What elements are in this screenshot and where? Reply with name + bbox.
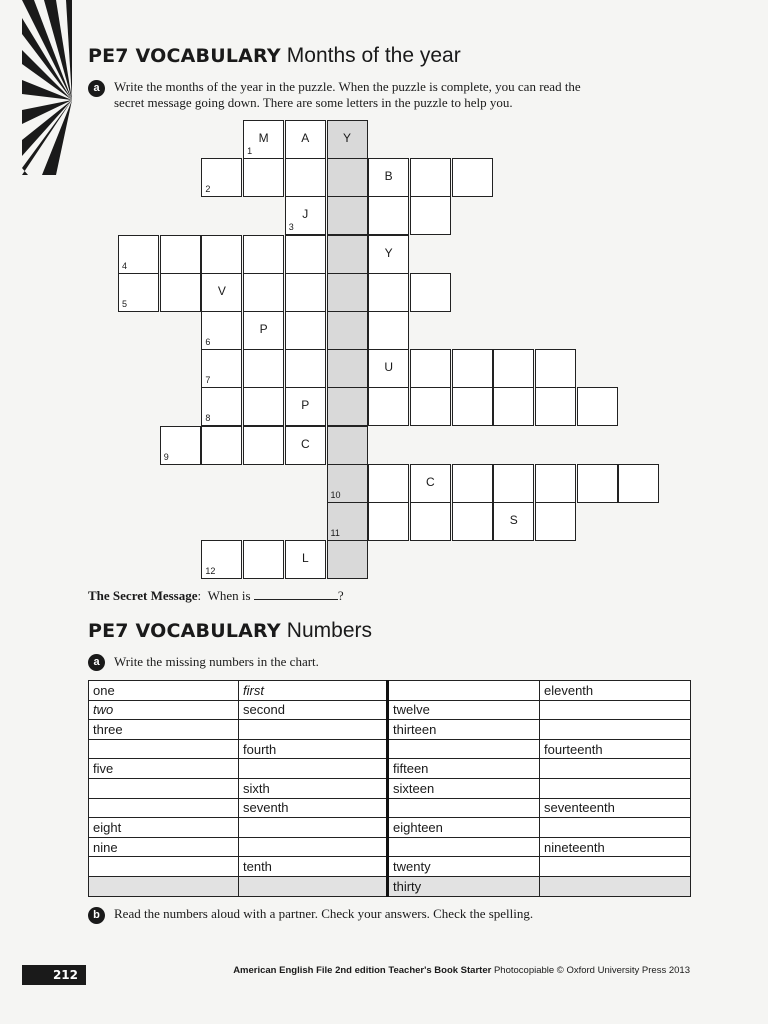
crossword-cell[interactable] bbox=[201, 235, 242, 274]
chart-cell[interactable] bbox=[89, 778, 239, 798]
crossword-cell[interactable] bbox=[577, 464, 618, 503]
chart-cell[interactable] bbox=[239, 759, 388, 779]
given-letter: C bbox=[426, 474, 435, 489]
footer-credit bbox=[233, 965, 690, 976]
clue-number: 11 bbox=[330, 528, 340, 538]
numbers-chart bbox=[88, 680, 691, 897]
chart-cell: nineteenth bbox=[540, 837, 691, 857]
crossword-cell[interactable] bbox=[201, 540, 242, 579]
given-letter: Y bbox=[342, 131, 351, 145]
crossword-cell[interactable] bbox=[535, 502, 576, 541]
chart-cell[interactable] bbox=[540, 700, 691, 720]
crossword-cell[interactable] bbox=[160, 235, 201, 274]
chart-cell: sixteen bbox=[388, 778, 540, 798]
step-a-bullet: a bbox=[88, 654, 105, 671]
chart-cell: three bbox=[89, 720, 239, 740]
chart-cell: eight bbox=[89, 818, 239, 838]
crossword-cell[interactable] bbox=[327, 540, 368, 579]
section-code: PE7 VOCABULARY bbox=[88, 620, 281, 642]
clue-number: 4 bbox=[122, 260, 128, 271]
given-letter: A bbox=[301, 131, 310, 145]
crossword-cell[interactable] bbox=[410, 387, 451, 426]
crossword-cell[interactable] bbox=[327, 120, 368, 159]
chart-row bbox=[89, 778, 691, 798]
given-letter: V bbox=[217, 283, 226, 298]
chart-cell[interactable] bbox=[388, 681, 540, 701]
section-title-numbers bbox=[88, 619, 372, 643]
clue-number: 6 bbox=[205, 337, 211, 347]
chart-cell: first bbox=[239, 681, 388, 701]
clue-number: 7 bbox=[205, 375, 211, 386]
chart-cell[interactable] bbox=[388, 798, 540, 818]
clue-number: 10 bbox=[330, 489, 341, 500]
crossword-cell[interactable] bbox=[493, 502, 534, 541]
given-letter: Y bbox=[384, 245, 393, 260]
given-letter: P bbox=[259, 322, 268, 336]
chart-cell: tenth bbox=[239, 857, 388, 877]
crossword-cell[interactable] bbox=[410, 273, 451, 312]
instruction-line-2: secret message going down. There are some letters in the puzzle to help you. bbox=[114, 95, 513, 110]
crossword-cell[interactable] bbox=[368, 196, 409, 235]
crossword-cell[interactable] bbox=[201, 349, 242, 388]
crossword-cell[interactable] bbox=[618, 464, 659, 503]
crossword-cell[interactable] bbox=[243, 158, 284, 197]
crossword-cell[interactable] bbox=[243, 120, 284, 159]
crossword-cell[interactable] bbox=[327, 158, 368, 197]
crossword-cell[interactable] bbox=[368, 349, 409, 388]
crossword-cell[interactable] bbox=[285, 311, 326, 350]
crossword-cell[interactable] bbox=[243, 387, 284, 426]
chart-cell[interactable] bbox=[89, 857, 239, 877]
crossword-cell[interactable] bbox=[327, 349, 368, 388]
clue-number: 3 bbox=[288, 222, 294, 233]
crossword-cell[interactable] bbox=[201, 158, 242, 197]
chart-cell: seventeenth bbox=[540, 798, 691, 818]
chart-cell[interactable] bbox=[540, 778, 691, 798]
chart-cell[interactable] bbox=[89, 798, 239, 818]
step-b-bullet: b bbox=[88, 907, 105, 924]
crossword-cell[interactable] bbox=[201, 273, 242, 312]
crossword-cell[interactable] bbox=[368, 158, 409, 197]
crossword-cell[interactable] bbox=[243, 273, 284, 312]
chart-cell: two bbox=[89, 700, 239, 720]
chart-cell: fourteenth bbox=[540, 739, 691, 759]
crossword-cell[interactable] bbox=[201, 387, 242, 426]
given-letter: B bbox=[384, 169, 393, 184]
crossword-cell[interactable] bbox=[410, 158, 451, 197]
footer-book: American English File 2nd edition Teacher's Book Starter bbox=[233, 965, 492, 976]
crossword-cell[interactable] bbox=[493, 387, 534, 426]
chart-cell: one bbox=[89, 681, 239, 701]
crossword-cell[interactable] bbox=[493, 349, 534, 388]
crossword-cell[interactable] bbox=[201, 426, 242, 465]
chart-cell: second bbox=[239, 700, 388, 720]
chart-cell[interactable] bbox=[239, 818, 388, 838]
secret-message-blank[interactable] bbox=[254, 589, 338, 600]
chart-row bbox=[89, 759, 691, 779]
crossword-cell[interactable] bbox=[285, 273, 326, 312]
chart-cell: nine bbox=[89, 837, 239, 857]
crossword-cell[interactable] bbox=[243, 540, 284, 579]
chart-cell: seventh bbox=[239, 798, 388, 818]
chart-row bbox=[89, 681, 691, 701]
crossword-cell[interactable] bbox=[285, 235, 326, 274]
crossword-cell[interactable] bbox=[243, 311, 284, 350]
crossword-cell[interactable] bbox=[368, 464, 409, 503]
crossword-cell[interactable] bbox=[452, 464, 493, 503]
chart-cell[interactable] bbox=[540, 857, 691, 877]
secret-message: The Secret Message: When is ? bbox=[88, 588, 344, 603]
crossword-cell[interactable] bbox=[118, 235, 159, 274]
chart-cell[interactable] bbox=[239, 837, 388, 857]
crossword-cell[interactable] bbox=[327, 426, 368, 465]
crossword-cell[interactable] bbox=[327, 464, 368, 503]
chart-cell: eighteen bbox=[388, 818, 540, 838]
crossword-cell[interactable] bbox=[285, 196, 326, 235]
crossword-cell[interactable] bbox=[285, 120, 326, 159]
crossword-cell[interactable] bbox=[368, 273, 409, 312]
crossword-cell[interactable] bbox=[452, 387, 493, 426]
given-letter: L bbox=[301, 551, 309, 566]
crossword-cell[interactable] bbox=[285, 158, 326, 197]
chart-row bbox=[89, 700, 691, 720]
crossword-cell[interactable] bbox=[327, 196, 368, 235]
crossword-cell[interactable] bbox=[368, 235, 409, 274]
given-letter: P bbox=[301, 398, 310, 413]
chart-cell: sixth bbox=[239, 778, 388, 798]
given-letter: U bbox=[384, 360, 394, 375]
crossword-cell[interactable] bbox=[243, 426, 284, 465]
secret-message-end: ? bbox=[337, 588, 344, 603]
chart-cell: thirty bbox=[388, 876, 540, 896]
chart-row bbox=[89, 876, 691, 896]
chart-cell[interactable] bbox=[540, 720, 691, 740]
chart-cell[interactable] bbox=[89, 876, 239, 896]
crossword-cell[interactable] bbox=[285, 540, 326, 579]
chart-cell[interactable] bbox=[388, 837, 540, 857]
clue-number: 5 bbox=[122, 298, 128, 309]
chart-cell[interactable] bbox=[239, 876, 388, 896]
crossword-cell[interactable] bbox=[285, 349, 326, 388]
clue-number: 8 bbox=[205, 413, 211, 424]
clue-number: 12 bbox=[205, 566, 216, 577]
chart-row bbox=[89, 818, 691, 838]
crossword-cell[interactable] bbox=[243, 235, 284, 274]
clue-number: 2 bbox=[205, 184, 211, 195]
crossword-cell[interactable] bbox=[493, 464, 534, 503]
section-subtitle: Months of the year bbox=[286, 44, 461, 67]
chart-cell: eleventh bbox=[540, 681, 691, 701]
chart-cell: twelve bbox=[388, 700, 540, 720]
crossword-cell[interactable] bbox=[368, 387, 409, 426]
crossword-cell[interactable] bbox=[201, 311, 242, 350]
crossword-cell[interactable] bbox=[577, 387, 618, 426]
crossword-cell[interactable] bbox=[285, 387, 326, 426]
chart-row bbox=[89, 739, 691, 759]
crossword-cell[interactable] bbox=[243, 349, 284, 388]
crossword-cell[interactable] bbox=[285, 426, 326, 465]
crossword-cell[interactable] bbox=[368, 502, 409, 541]
given-letter: M bbox=[258, 131, 269, 145]
crossword-cell[interactable] bbox=[368, 311, 409, 350]
chart-cell: twenty bbox=[388, 857, 540, 877]
crossword-cell[interactable] bbox=[535, 387, 576, 426]
chart-row bbox=[89, 798, 691, 818]
chart-cell[interactable] bbox=[388, 739, 540, 759]
chart-cell[interactable] bbox=[540, 818, 691, 838]
footer-rights: Photocopiable © Oxford University Press 2013 bbox=[493, 965, 690, 976]
crossword-cell[interactable] bbox=[452, 158, 493, 197]
crossword-cell[interactable] bbox=[535, 464, 576, 503]
crossword-cell[interactable] bbox=[327, 235, 368, 274]
chart-cell: thirteen bbox=[388, 720, 540, 740]
given-letter: C bbox=[300, 436, 310, 451]
chart-row bbox=[89, 720, 691, 740]
crossword-cell[interactable] bbox=[160, 273, 201, 312]
crossword-cell[interactable] bbox=[327, 502, 368, 541]
instruction-numbers: Write the missing numbers in the chart. bbox=[114, 654, 319, 669]
section-subtitle: Numbers bbox=[286, 619, 372, 642]
clue-number: 1 bbox=[247, 146, 253, 156]
secret-message-label: The Secret Message bbox=[88, 588, 198, 603]
chart-cell[interactable] bbox=[239, 720, 388, 740]
crossword-cell[interactable] bbox=[535, 349, 576, 388]
crossword-cell[interactable] bbox=[327, 387, 368, 426]
crossword-cell[interactable] bbox=[452, 349, 493, 388]
crossword-cell[interactable] bbox=[410, 349, 451, 388]
crossword-cell[interactable] bbox=[410, 464, 451, 503]
instruction-read-aloud: Read the numbers aloud with a partner. Check your answers. Check the spelling. bbox=[114, 906, 534, 921]
chart-cell[interactable] bbox=[89, 739, 239, 759]
crossword-cell[interactable] bbox=[410, 502, 451, 541]
crossword-cell[interactable] bbox=[327, 311, 368, 350]
page-number: 212 bbox=[22, 965, 86, 985]
given-letter: S bbox=[509, 513, 518, 527]
chart-cell[interactable] bbox=[540, 759, 691, 779]
crossword-cell[interactable] bbox=[452, 502, 493, 541]
instruction-line-1: Write the months of the year in the puzzle. When the puzzle is complete, you can read the bbox=[114, 79, 581, 94]
chart-cell: fifteen bbox=[388, 759, 540, 779]
crossword-cell[interactable] bbox=[118, 273, 159, 312]
chart-cell[interactable] bbox=[540, 876, 691, 896]
chart-row bbox=[89, 857, 691, 877]
chart-row bbox=[89, 837, 691, 857]
section-code: PE7 VOCABULARY bbox=[88, 45, 281, 67]
secret-message-text: When is bbox=[207, 588, 251, 603]
clue-number: 9 bbox=[163, 451, 169, 462]
crossword-cell[interactable] bbox=[327, 273, 368, 312]
chart-cell: fourth bbox=[239, 739, 388, 759]
crossword-cell[interactable] bbox=[160, 426, 201, 465]
given-letter: J bbox=[302, 207, 309, 222]
chart-cell: five bbox=[89, 759, 239, 779]
crossword-cell[interactable] bbox=[410, 196, 451, 235]
step-a-bullet: a bbox=[88, 80, 105, 97]
